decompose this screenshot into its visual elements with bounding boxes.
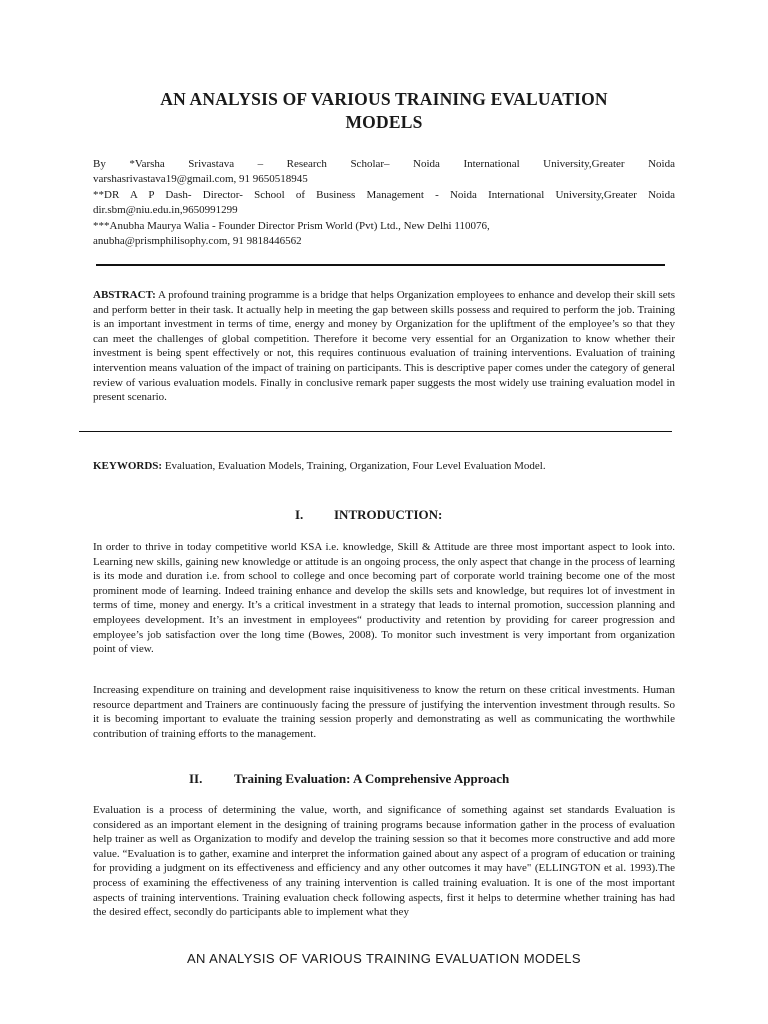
keywords-text: Evaluation, Evaluation Models, Training, Organization, Four Level Evaluation Model. (162, 460, 546, 472)
author-1-affiliation: By *Varsha Srivastava – Research Scholar– Noida International University,Greater Noida (93, 158, 675, 170)
intro-paragraph-1: In order to thrive in today competitive world KSA i.e. knowledge, Skill & Attitude are three most important aspect to look into. Learning new skills, gaining new knowledge or attitude is an ongoing process, the only aspect that change in the process of learning is its mode and duration i.e. from school to college and once becoming part of corporate world training become one of the most prominent mode of learning. Indeed training enhance and develop the skills sets and knowledge, but requires lot of investment in terms of time, money and energy. It’s a critical investment in a strategy that leads to internal promotion, succession planning and employees development. It’s an investment in employees“ productivity and retention by providing for career progression and employee’s job satisfaction over the long time (Bowes, 2008). To monitor such investment is very important from organization point of view. (93, 541, 675, 656)
section-2-number: II. (189, 771, 203, 786)
author-1-contact: varshasrivastava19@gmail.com, 91 9650518945 (93, 173, 308, 186)
abstract-text: A profound training programme is a bridge that helps Organization employees to enhance and develop their skill sets and perform better in their task. It actually help in meeting the gap between skills possess and required to perform the job. Training is an important investment in terms of time, energy and money by Organization for the upliftment of the employee’s so that they can meet the challenges of global competition. Therefore it become very essential for an Organization to know whether their investment is being spent effectively or not, this requires continuous evaluation of training interventions. Evaluation of training intervention means valuation of the impact of training on participants. This is descriptive paper comes under the category of general review of various evaluation models. Finally in conclusive remark paper suggests the most widely use training evaluation model in present scenario. (93, 289, 675, 404)
section-2-title: Training Evaluation: A Comprehensive Approach (234, 771, 510, 786)
section-1-title: INTRODUCTION: (334, 507, 443, 522)
author-3-affiliation: ***Anubha Maurya Walia - Founder Director Prism World (Pvt) Ltd., New Delhi 110076, (93, 219, 490, 232)
keywords-label: KEYWORDS: (93, 460, 163, 472)
intro-paragraph-2: Increasing expenditure on training and development raise inquisitiveness to know the return on these critical investments. Human resource department and Trainers are continuously facing the pressure of justifying the intervention investment through results. So it is becoming important to evaluate the training session properly and demonstrating as well as communicating the worthwhile contribution of training efforts to the management. (93, 684, 675, 740)
abstract (93, 288, 675, 405)
evaluation-paragraph-1: Evaluation is a process of determining the value, worth, and significance of something against set standards Evaluation is considered as an important element in the designing of training programs because information gather in the process of evaluation help trainer as well as Organization to modify and develop the training session so that it becomes more constructive and add more value. “Evaluation is to gather, examine and interpret the information gained about any aspect of a program of education or training for providing a judgment on its effectiveness and efficiency and any other outcomes it may have" (ELLINGTON et al. 1993).The process of examining the effectiveness of any training intervention is called training evaluation. It is one of the most important aspects of training interventions. Training evaluation check following aspects, first it helps to determine whether training has had the desired effect, secondly do participants able to implement what they (93, 804, 675, 919)
paper-title (100, 88, 668, 134)
divider-bottom (79, 431, 672, 432)
keywords (93, 459, 675, 474)
title-line-1: AN ANALYSIS OF VARIOUS TRAINING EVALUATION (160, 89, 608, 109)
title-line-2: MODELS (345, 112, 423, 132)
section-1-number: I. (295, 507, 304, 522)
author-2-contact: dir.sbm@niu.edu.in,9650991299 (93, 204, 238, 217)
abstract-label: ABSTRACT: (93, 289, 156, 301)
author-block (93, 157, 675, 249)
running-footer: AN ANALYSIS OF VARIOUS TRAINING EVALUATION MODELS (186, 951, 582, 966)
divider-top (96, 264, 665, 266)
author-2-affiliation: **DR A P Dash- Director- School of Business Management - Noida International University,Greater Noida (93, 188, 675, 201)
author-3-contact: anubha@prismphilisophy.com, 91 9818446562 (93, 235, 302, 248)
